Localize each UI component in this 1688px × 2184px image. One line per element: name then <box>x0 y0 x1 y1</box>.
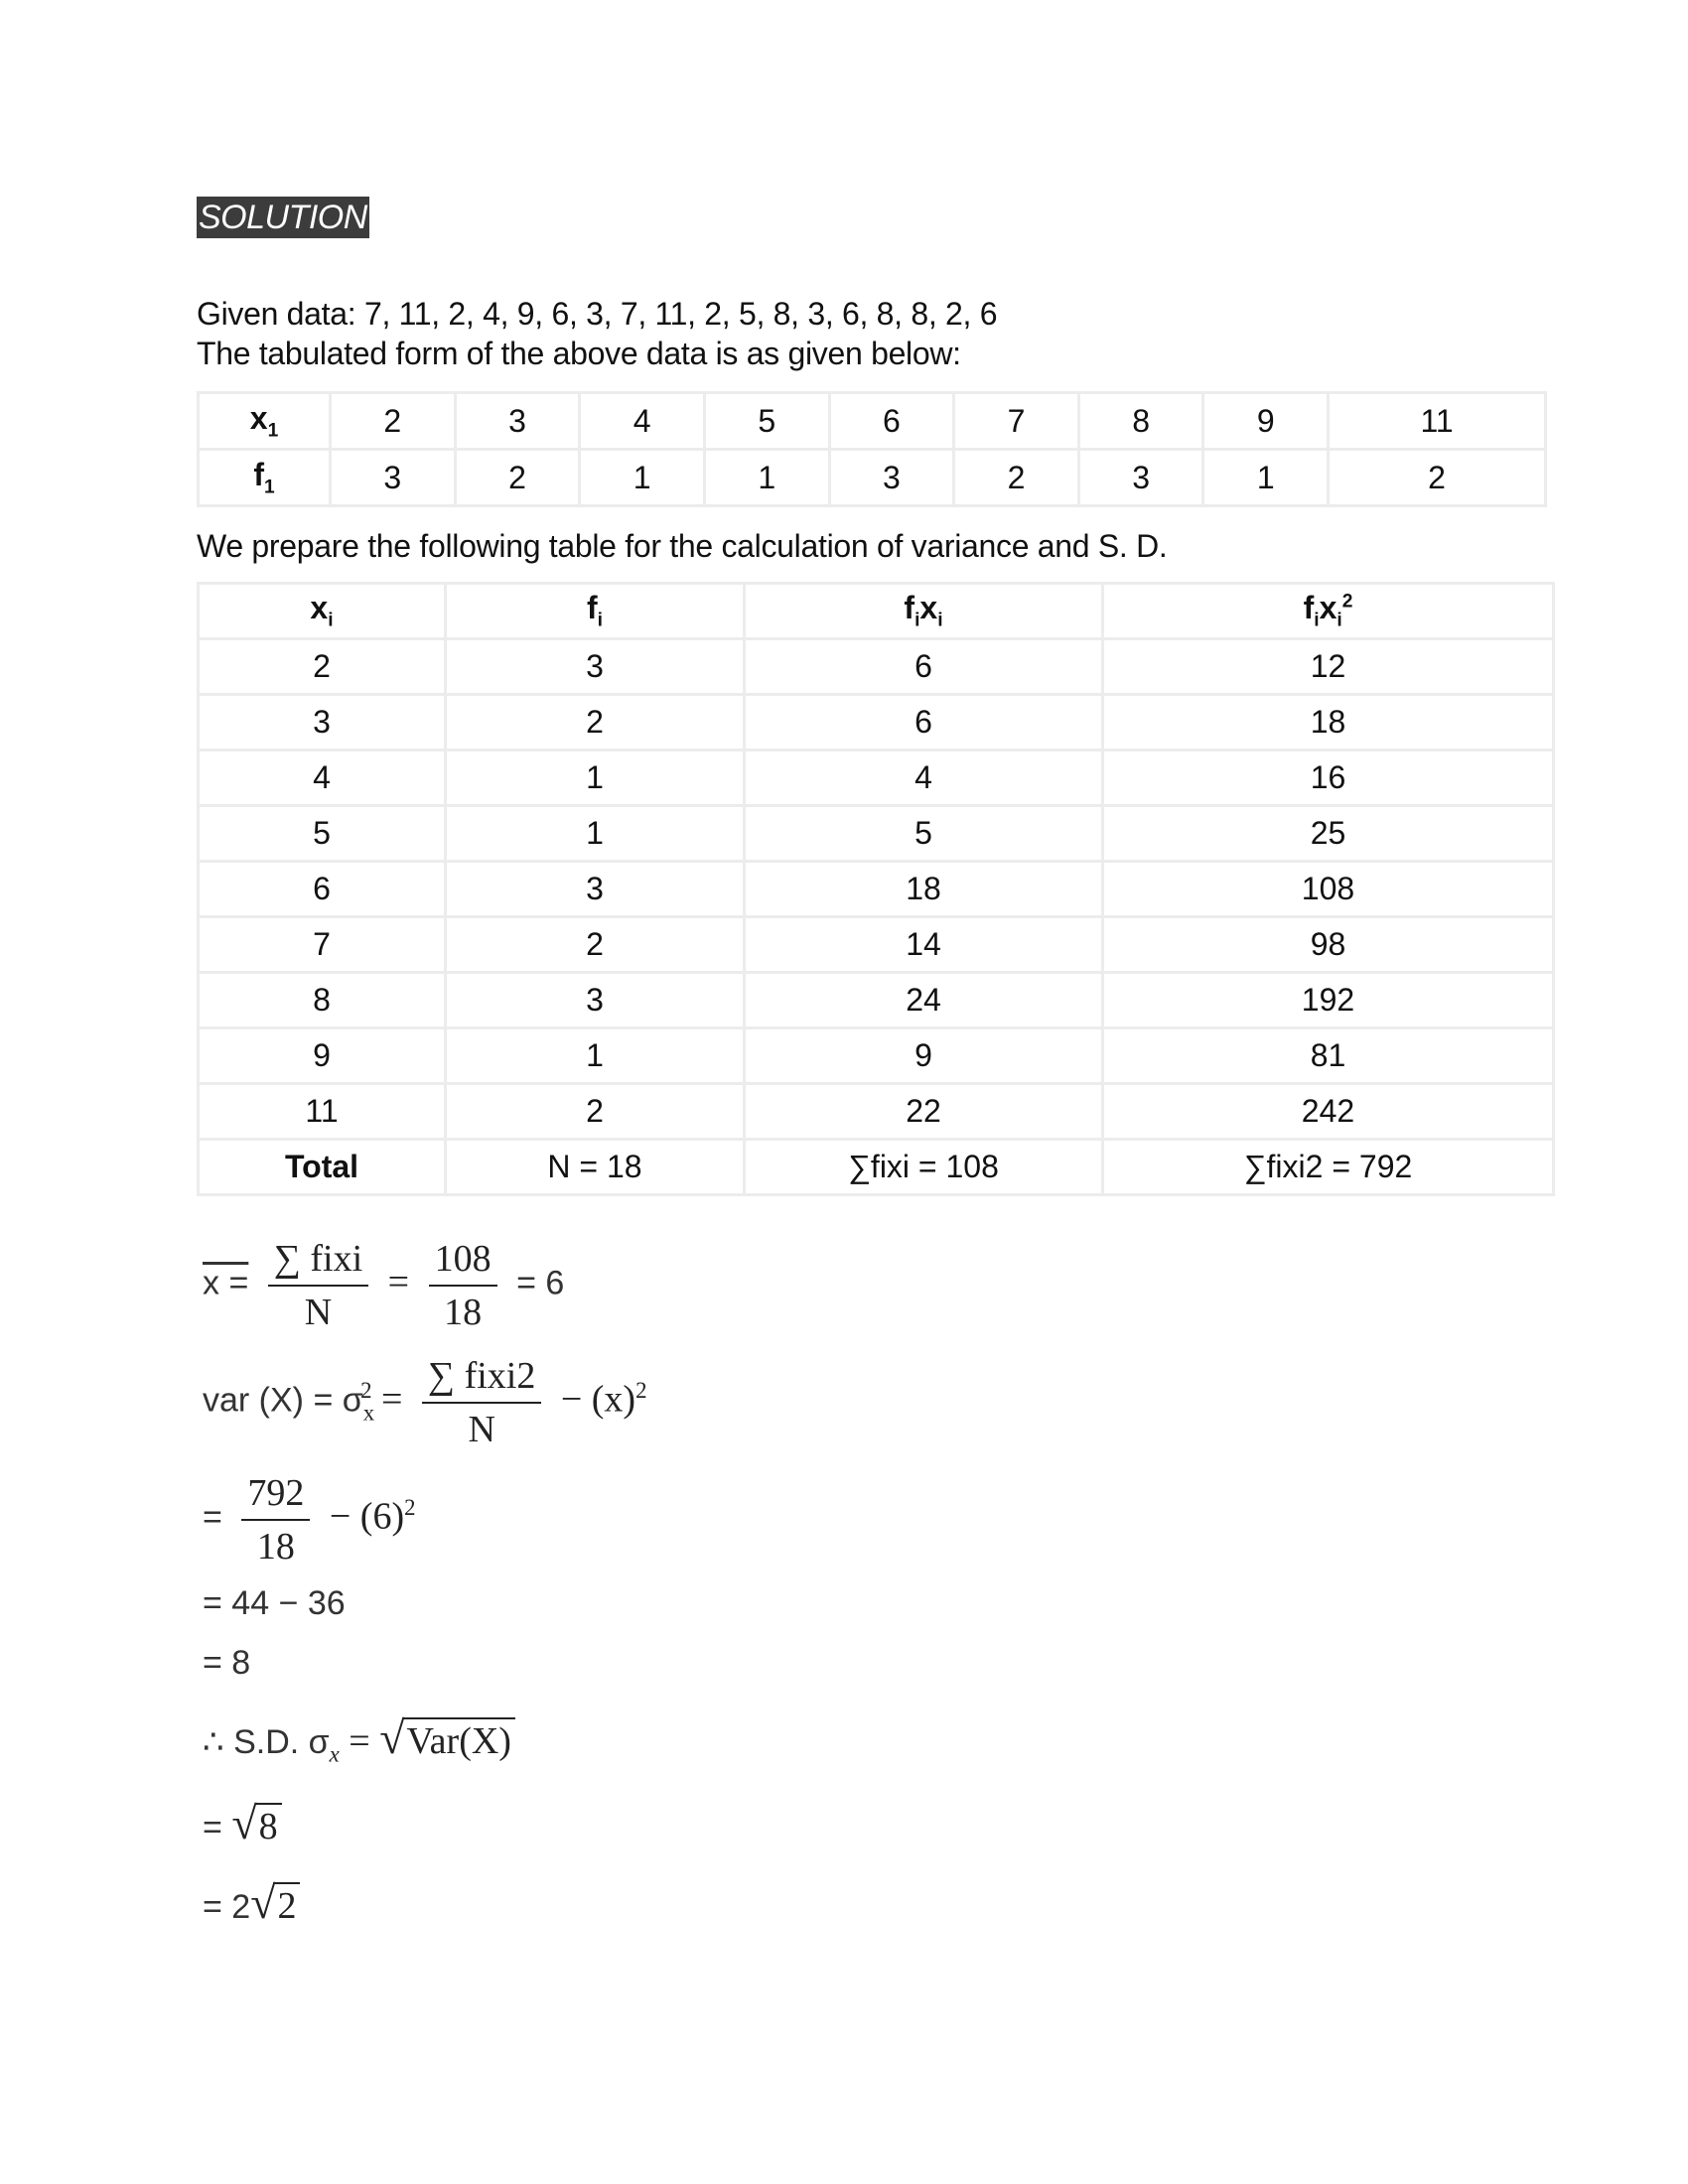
sd-step-2: = 2√2 <box>203 1876 300 1929</box>
table-cell: 2 <box>1329 450 1546 506</box>
header-xi: $x_i$ <box>199 584 446 639</box>
table-cell: 242 <box>1103 1084 1554 1140</box>
table-cell: 22 <box>745 1084 1103 1140</box>
sqrt-symbol: √ <box>231 1798 257 1848</box>
table-cell: 2 <box>199 639 446 695</box>
table-cell: 1 <box>580 450 705 506</box>
mean-fraction: $\frac{\text{∑ fixi}}{N}$ <box>268 1233 368 1338</box>
variance-step-2: = 44 − 36 <box>203 1584 346 1622</box>
table-cell: 4 <box>199 751 446 806</box>
mean-result: = 6 <box>516 1264 565 1302</box>
table-cell: 5 <box>199 806 446 862</box>
table-cell: 98 <box>1103 917 1554 973</box>
table-cell: 1 <box>1203 450 1329 506</box>
variance-step-1: = $\frac{792}{18}$ − $(6)^2$ <box>203 1467 416 1572</box>
table-row <box>199 695 1554 751</box>
table-cell: 25 <box>1103 806 1554 862</box>
header-fixi2: $f_ix_i^2$ <box>1103 584 1554 639</box>
table-cell: 2 <box>446 917 745 973</box>
table-cell: 3 <box>446 973 745 1028</box>
table-cell: 1 <box>446 751 745 806</box>
given-data-line: Given data: 7, 11, 2, 4, 9, 6, 3, 7, 11, 2, 5, 8, 3, 6, 8, 8, 2, 6 <box>197 296 998 332</box>
total-n: N = 18 <box>446 1140 745 1195</box>
table-cell: 2 <box>446 1084 745 1140</box>
header-fi: $f_i$ <box>446 584 745 639</box>
table-row <box>199 862 1554 917</box>
table-row <box>199 973 1554 1028</box>
table-cell: 14 <box>745 917 1103 973</box>
table-cell: 3 <box>1078 450 1203 506</box>
total-fx2: ∑fixi2 = 792 <box>1103 1140 1554 1195</box>
table-total-row <box>199 1140 1554 1195</box>
table-row <box>199 806 1554 862</box>
table-cell: 6 <box>199 862 446 917</box>
table-cell: 108 <box>1103 862 1554 917</box>
table-cell: $x_1$ <box>199 393 331 450</box>
table-cell: 2 <box>455 450 580 506</box>
table-cell: 81 <box>1103 1028 1554 1084</box>
table-row <box>199 917 1554 973</box>
mean-value-fraction: $\frac{108}{18}$ <box>429 1233 497 1338</box>
table-cell: 1 <box>446 1028 745 1084</box>
table-cell: 3 <box>446 639 745 695</box>
mean-formula: x = $\frac{\text{∑ fixi}}{N}$ = $\frac{108}{18}$ = 6 <box>203 1233 564 1338</box>
mean-lhs: x = <box>203 1264 249 1302</box>
table-cell: 12 <box>1103 639 1554 695</box>
table-cell: 2 <box>954 450 1079 506</box>
step1-fraction: $\frac{792}{18}$ <box>241 1467 310 1572</box>
solution-heading: SOLUTION <box>199 199 367 236</box>
header-fixi: $f_ix_i$ <box>745 584 1103 639</box>
table-row <box>199 393 1546 450</box>
table-cell: 1 <box>704 450 829 506</box>
table-cell: 3 <box>199 695 446 751</box>
table-cell: 7 <box>199 917 446 973</box>
table-cell: 4 <box>580 393 705 450</box>
table-cell: 6 <box>745 639 1103 695</box>
table-row <box>199 751 1554 806</box>
total-label: Total <box>199 1140 446 1195</box>
table-cell: 6 <box>745 695 1103 751</box>
table-cell: $f_1$ <box>199 450 331 506</box>
frequency-table <box>197 391 1547 507</box>
table-row <box>199 450 1546 506</box>
table-cell: 7 <box>954 393 1079 450</box>
variance-formula: var $(X) = \sigma_x^2$ = $\frac{\text{∑ fixi2}}{N}$ − $(x)^2$ <box>203 1350 647 1455</box>
total-fx: ∑fixi = 108 <box>745 1140 1103 1195</box>
table-cell: 3 <box>829 450 954 506</box>
table-cell: 192 <box>1103 973 1554 1028</box>
table-row <box>199 1084 1554 1140</box>
calculation-table <box>197 582 1555 1196</box>
table-cell: 3 <box>455 393 580 450</box>
table-cell: 8 <box>1078 393 1203 450</box>
sqrt-symbol: √ <box>250 1877 276 1928</box>
table-cell: 9 <box>199 1028 446 1084</box>
table-cell: 8 <box>199 973 446 1028</box>
sd-step-1: = √8 <box>203 1797 282 1849</box>
table-cell: 11 <box>199 1084 446 1140</box>
table-cell: 3 <box>446 862 745 917</box>
table-cell: 2 <box>446 695 745 751</box>
table-cell: 6 <box>829 393 954 450</box>
table-cell: 3 <box>331 450 456 506</box>
table-cell: 16 <box>1103 751 1554 806</box>
prepare-line: We prepare the following table for the calculation of variance and S. D. <box>197 528 1168 564</box>
table-cell: 4 <box>745 751 1103 806</box>
sd-formula: ∴ S.D. $\sigma_x = √Var(X)$ <box>203 1711 515 1768</box>
variance-fraction: $\frac{\text{∑ fixi2}}{N}$ <box>422 1350 541 1455</box>
table-header-row <box>199 584 1554 639</box>
table-cell: 5 <box>704 393 829 450</box>
table-row <box>199 1028 1554 1084</box>
table-cell: 5 <box>745 806 1103 862</box>
tabulated-intro-line: The tabulated form of the above data is as given below: <box>197 336 961 371</box>
table-cell: 11 <box>1329 393 1546 450</box>
table-cell: 9 <box>1203 393 1329 450</box>
table-cell: 2 <box>331 393 456 450</box>
table-cell: 18 <box>1103 695 1554 751</box>
table-cell: 1 <box>446 806 745 862</box>
variance-step-3: = 8 <box>203 1644 251 1682</box>
sqrt-symbol: √ <box>379 1712 405 1763</box>
table-cell: 9 <box>745 1028 1103 1084</box>
table-cell: 24 <box>745 973 1103 1028</box>
table-row <box>199 639 1554 695</box>
table-cell: 18 <box>745 862 1103 917</box>
